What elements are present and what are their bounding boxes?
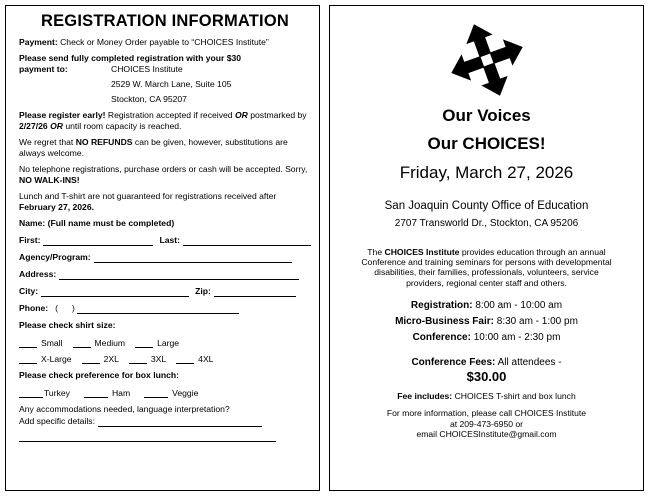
schedule-item <box>330 314 643 330</box>
walkin-text: No telephone registrations, purchase orders or cash will be accepted. Sorry, <box>19 164 308 174</box>
walkin-policy <box>19 164 311 186</box>
shirt-4xl-option[interactable] <box>176 354 213 364</box>
first-name-field[interactable] <box>43 237 153 246</box>
mailing-address <box>19 64 311 75</box>
agency-row <box>19 252 311 263</box>
lunch-options-row <box>19 388 311 398</box>
shirt-medium-option[interactable] <box>73 338 126 348</box>
event-title-1: Our Voices <box>442 106 531 125</box>
shirt-small-option[interactable] <box>19 338 63 348</box>
conference-fees <box>330 357 643 368</box>
venue-name: San Joaquin County Office of Education <box>384 200 589 212</box>
shirt-sizes-row-2 <box>19 354 311 364</box>
last-name-field[interactable] <box>183 237 311 246</box>
city-row <box>19 286 311 297</box>
event-description <box>358 247 615 288</box>
event-date: Friday, March 27, 2026 <box>399 163 574 182</box>
lunch-text: Lunch and T-shirt are not guaranteed for registrations received after <box>19 191 277 201</box>
fee-includes <box>330 391 643 402</box>
shirt-sizes-row-1 <box>19 338 311 348</box>
accommodations-field-2[interactable] <box>19 433 276 442</box>
city-label: City: <box>19 286 39 296</box>
desc-prefix: The <box>367 247 383 257</box>
lunch-date: February 27, 2026. <box>19 202 95 212</box>
fees-text: All attendees - <box>497 356 562 368</box>
lunch-veggie-label: Veggie <box>172 388 199 398</box>
shirt-4xl-label: 4XL <box>198 354 214 364</box>
shirt-xlarge-check[interactable] <box>19 355 37 364</box>
address-row <box>19 269 311 280</box>
schedule-label: Micro-Business Fair: <box>395 315 494 327</box>
lunch-ham-label: Ham <box>111 388 131 398</box>
lunch-veggie-check[interactable] <box>144 389 168 398</box>
event-panel <box>329 5 644 491</box>
shirt-3xl-option[interactable] <box>129 354 166 364</box>
four-way-arrows-icon <box>446 19 528 101</box>
venue-address: 2707 Transworld Dr., Stockton, CA 95206 <box>394 218 579 229</box>
shirt-2xl-option[interactable] <box>82 354 119 364</box>
payment-label: Payment: <box>19 37 58 47</box>
shirt-3xl-check[interactable] <box>129 355 147 364</box>
shirt-large-option[interactable] <box>135 338 179 348</box>
last-label: Last: <box>159 235 181 245</box>
schedule-time: 8:00 am - 10:00 am <box>475 299 563 311</box>
first-label: First: <box>19 235 41 245</box>
zip-field[interactable] <box>214 288 296 297</box>
agency-label: Agency/Program: <box>19 252 91 262</box>
address-label: Address: <box>19 269 57 279</box>
shirt-2xl-label: 2XL <box>103 354 119 364</box>
lunch-turkey-label: Turkey <box>44 388 70 398</box>
schedule-time: 8:30 am - 1:00 pm <box>496 315 578 327</box>
city-field[interactable] <box>41 288 189 297</box>
phone-label: Phone: <box>19 303 49 313</box>
early-text-3: until room capacity is reached. <box>65 121 182 131</box>
schedule-time: 10:00 am - 2:30 pm <box>473 331 561 343</box>
fees-label: Conference Fees: <box>411 356 496 368</box>
lunch-turkey-option[interactable] <box>19 388 70 398</box>
refund-text-2: can be given, however, substitutions are always welcome. <box>19 137 288 158</box>
shirt-large-check[interactable] <box>135 339 153 348</box>
address-line-2: 2529 W. March Lane, Suite 105 <box>111 79 232 89</box>
refund-bold: NO REFUNDS <box>75 137 133 147</box>
shirt-heading: Please check shirt size: <box>19 320 116 330</box>
early-text-1: Registration accepted if received <box>107 110 233 120</box>
lunch-ham-check[interactable] <box>84 389 108 398</box>
register-early <box>19 110 311 132</box>
includes-label: Fee includes: <box>397 390 453 401</box>
contact-email: email CHOICESInstitute@gmail.com <box>416 429 557 440</box>
early-text-2: postmarked by <box>250 110 307 120</box>
lunch-ham-option[interactable] <box>84 388 130 398</box>
registration-panel <box>5 5 320 491</box>
refund-policy <box>19 137 311 159</box>
lunch-turkey-check[interactable] <box>19 389 43 398</box>
schedule-item <box>330 330 643 346</box>
shirt-xlarge-option[interactable] <box>19 354 72 364</box>
shirt-large-label: Large <box>157 338 180 348</box>
accommodations-row <box>19 416 311 427</box>
agency-field[interactable] <box>94 254 292 263</box>
phone-field[interactable] <box>77 305 239 314</box>
address-line-1: CHOICES Institute <box>111 64 183 74</box>
phone-row <box>19 303 311 314</box>
refund-text-1: We regret that <box>19 137 74 147</box>
lunch-veggie-option[interactable] <box>144 388 198 398</box>
schedule <box>330 298 643 346</box>
lunch-heading: Please check preference for box lunch: <box>19 370 179 380</box>
accommodations-row-2 <box>19 433 311 442</box>
shirt-small-label: Small <box>41 338 63 348</box>
phone-area-close: ) <box>72 303 75 313</box>
early-date: 2/27/26 <box>19 121 48 131</box>
shirt-2xl-check[interactable] <box>82 355 100 364</box>
payment-text: Check or Money Order payable to “CHOICES Institute” <box>60 37 269 47</box>
shirt-medium-check[interactable] <box>73 339 91 348</box>
shirt-xlarge-label: X-Large <box>41 354 72 364</box>
send-text: Please send fully completed registration with your $30 <box>19 53 242 63</box>
desc-text: provides education through an annual Conference and training seminars for persons with developmental disabilities, their families, professionals, volunteers, service providers, regional center staff and others. <box>361 247 612 288</box>
early-bold: Please register early! <box>19 110 106 120</box>
payment-to-label: payment to: <box>19 64 68 74</box>
name-row <box>19 235 311 246</box>
schedule-label: Conference: <box>412 331 471 343</box>
includes-text: CHOICES T-shirt and box lunch <box>454 390 576 401</box>
shirt-small-check[interactable] <box>19 339 37 348</box>
address-line-3: Stockton, CA 95207 <box>111 94 187 104</box>
accommodations-question: Any accommodations needed, language interpretation? <box>19 404 230 414</box>
schedule-label: Registration: <box>410 299 473 311</box>
logo-wrap <box>330 19 643 106</box>
phone-area-open: ( <box>55 303 58 313</box>
schedule-item <box>330 298 643 314</box>
walkin-bold: NO WALK-INS! <box>19 175 80 185</box>
contact-info <box>330 408 643 440</box>
contact-line-1: For more information, please call CHOICES Institute <box>386 408 587 419</box>
event-title-2: Our CHOICES! <box>427 134 546 153</box>
early-or-1: OR <box>234 110 248 120</box>
address-field[interactable] <box>59 271 299 280</box>
registration-title: REGISTRATION INFORMATION <box>40 12 289 30</box>
shirt-4xl-check[interactable] <box>176 355 194 364</box>
accommodations-label: Add specific details: <box>19 416 95 426</box>
lunch-policy <box>19 191 311 213</box>
desc-bold: CHOICES Institute <box>384 247 460 257</box>
contact-line-2: at 209-473-6950 or <box>449 418 524 429</box>
early-or-2: OR <box>50 121 63 131</box>
zip-label: Zip: <box>195 286 211 296</box>
payment-info <box>19 37 311 48</box>
accommodations-field[interactable] <box>98 418 262 427</box>
name-heading: Name: (Full name must be completed) <box>19 218 175 228</box>
shirt-3xl-label: 3XL <box>150 354 167 364</box>
fees-amount: $30.00 <box>466 368 507 384</box>
shirt-medium-label: Medium <box>94 338 126 348</box>
